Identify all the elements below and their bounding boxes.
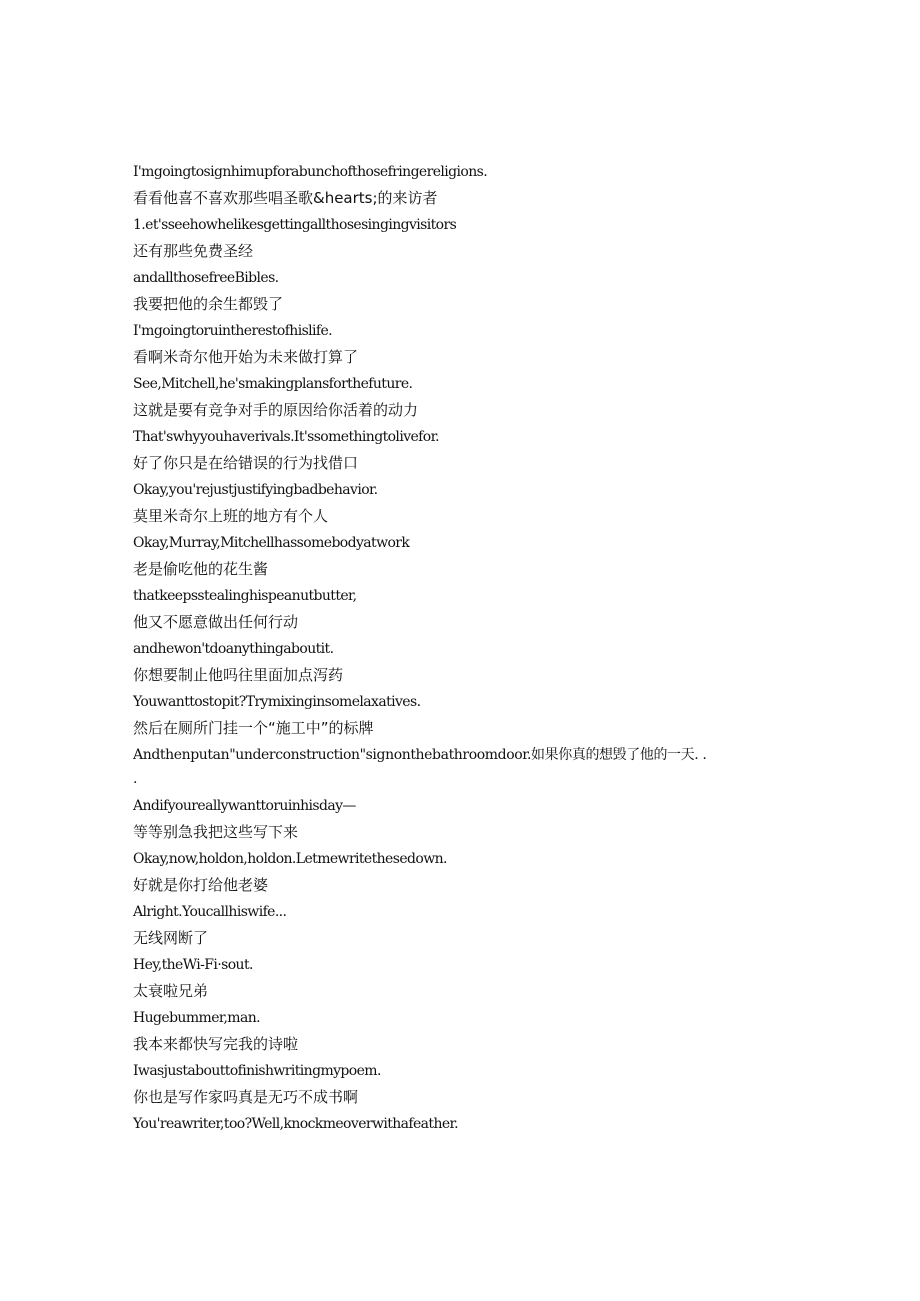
subtitle-line-zh: 太衰啦兄弟 bbox=[133, 982, 209, 1000]
subtitle-line-zh: 然后在厕所门挂一个“施工中”的标牌 bbox=[133, 719, 374, 737]
subtitle-line-zh: 好了你只是在给错误的行为找借口 bbox=[133, 454, 359, 472]
subtitle-line-en: Okay,you'rejustjustifyingbadbehavior. bbox=[133, 482, 378, 498]
subtitle-line-zh: 无线网断了 bbox=[133, 929, 209, 947]
subtitle-line-zh: 看啊米奇尔他开始为未来做打算了 bbox=[133, 348, 359, 366]
document-body bbox=[133, 160, 713, 1139]
subtitle-line-en: I'mgoingtoruintherestofhislife. bbox=[133, 323, 333, 339]
subtitle-line-en: 1.et'sseehowhelikesgettingallthosesingingvisitors bbox=[133, 217, 457, 233]
subtitle-line-en: Hey,theWi-Fi·sout. bbox=[133, 957, 253, 973]
subtitle-line-zh: 好就是你打给他老婆 bbox=[133, 876, 269, 894]
subtitle-line-en: andhewon'tdoanythingaboutit. bbox=[133, 641, 334, 657]
subtitle-line-en: You'reawriter,too?Well,knockmeoverwithafeather. bbox=[133, 1116, 458, 1132]
subtitle-line-zh: 他又不愿意做出任何行动 bbox=[133, 613, 299, 631]
subtitle-line-en: Alright.Youcallhiswife... bbox=[133, 904, 287, 920]
subtitle-line-zh: 莫里米奇尔上班的地方有个人 bbox=[133, 507, 329, 525]
subtitle-line-zh: 看看他喜不喜欢那些唱圣歌&hearts;的来访者 bbox=[133, 189, 438, 207]
subtitle-line-zh: 老是偷吃他的花生酱 bbox=[133, 560, 269, 578]
subtitle-line-en: Okay,now,holdon,holdon.Letmewritethesedown. bbox=[133, 851, 447, 867]
subtitle-line-zh: 你也是写作家吗真是无巧不成书啊 bbox=[133, 1088, 359, 1106]
subtitle-line-en: Okay,Murray,Mitchellhassomebodyatwork bbox=[133, 535, 410, 551]
subtitle-line-en: Iwasjustabouttofinishwritingmypoem. bbox=[133, 1063, 381, 1079]
subtitle-line-zh: 还有那些免费圣经 bbox=[133, 242, 254, 260]
subtitle-line-zh: 你想要制止他吗往里面加点泻药 bbox=[133, 666, 344, 684]
subtitle-line-mixed: Andthenputan"underconstruction"signonthebathroomdoor.如果你真的想毁了他的一天. . . bbox=[133, 747, 711, 787]
subtitle-line-en: thatkeepsstealinghispeanutbutter, bbox=[133, 588, 357, 604]
subtitle-line-zh: 我本来都快写完我的诗啦 bbox=[133, 1035, 299, 1053]
subtitle-line-zh: 我要把他的余生都毁了 bbox=[133, 295, 284, 313]
subtitle-line-en: That'swhyyouhaverivals.It'ssomethingtolivefor. bbox=[133, 429, 440, 445]
subtitle-line-en: Youwanttostopit?Trymixinginsomelaxatives. bbox=[133, 694, 421, 710]
subtitle-line-en: I'mgoingtosignhimupforabunchofthosefringereligions. bbox=[133, 164, 488, 180]
subtitle-line-en: See,Mitchell,he'smakingplansforthefuture. bbox=[133, 376, 413, 392]
subtitle-line-zh: 这就是要有竞争对手的原因给你活着的动力 bbox=[133, 401, 419, 419]
subtitle-line-zh: 等等别急我把这些写下来 bbox=[133, 823, 299, 841]
subtitle-line-en: andallthosefreeBibles. bbox=[133, 270, 279, 286]
subtitle-line-en: Hugebummer,man. bbox=[133, 1010, 260, 1026]
subtitle-line-en: Andifyoureallywanttoruinhisday— bbox=[133, 798, 356, 814]
